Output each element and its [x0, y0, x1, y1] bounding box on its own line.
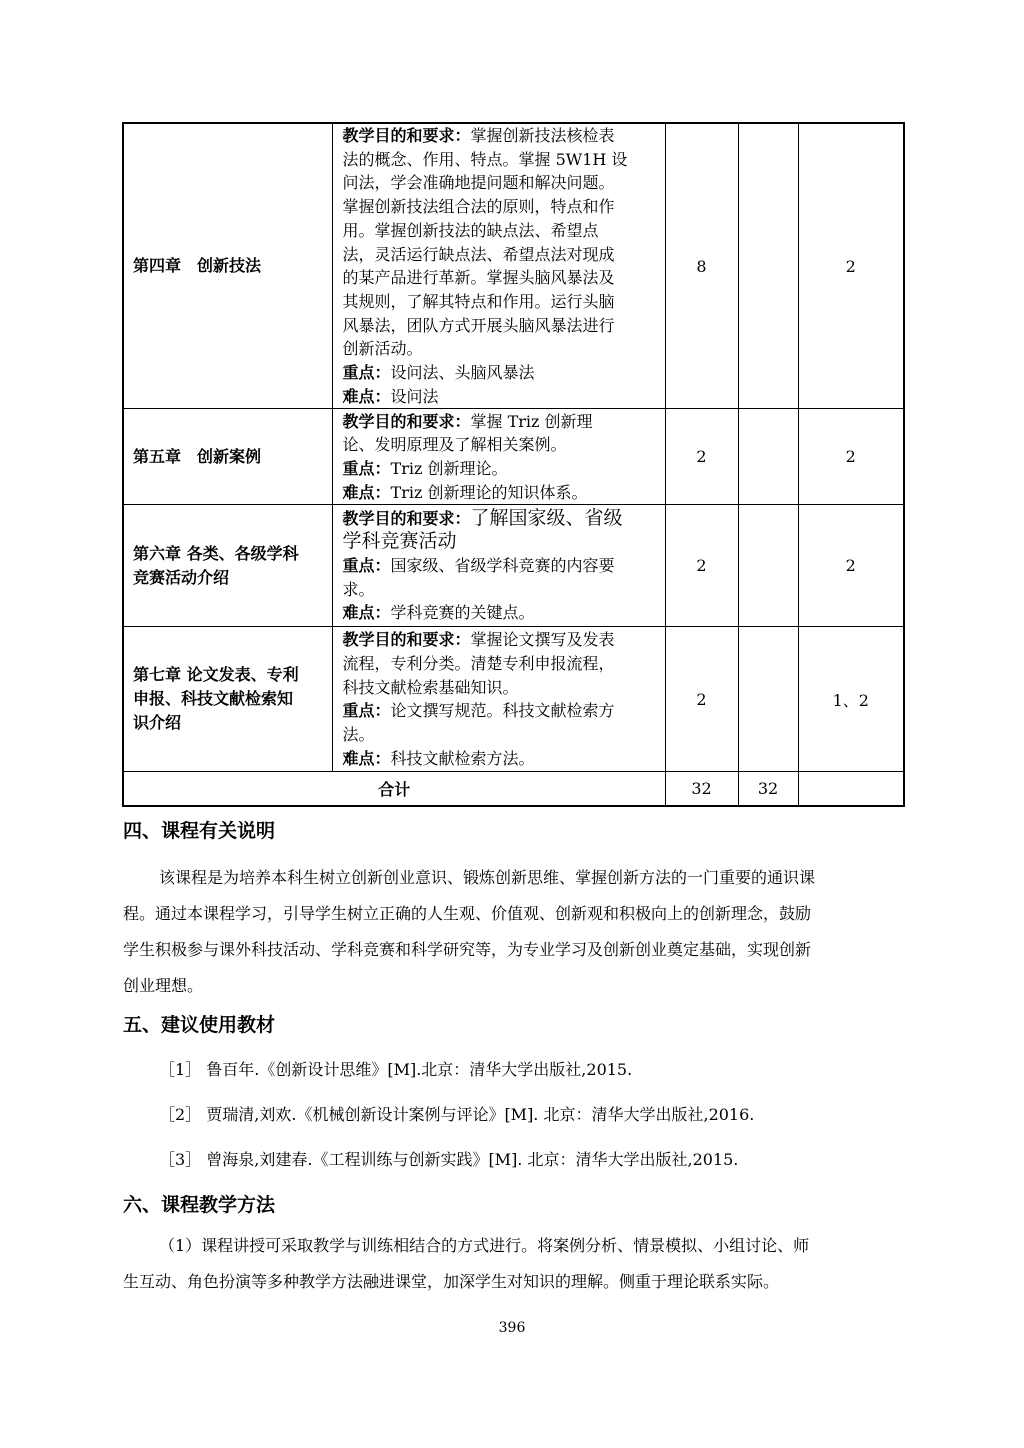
col5-cell: 2: [798, 123, 904, 409]
reference-item: ［3］ 曾海泉,刘建春.《工程训练与创新实践》[M]. 北京：清华大学出版社,2015.: [159, 1150, 739, 1169]
paragraph-line: 生互动、角色扮演等多种教学方法融进课堂，加深学生对知识的理解。侧重于理论联系实际。: [123, 1272, 780, 1291]
total-hours: 32: [665, 772, 738, 806]
content-line: 掌握论文撰写及发表: [470, 630, 615, 650]
content-line: 掌握 Triz 创新理: [470, 411, 593, 431]
col4-cell: [738, 505, 798, 627]
content-line: 掌握创新技法组合法的原则，特点和作: [342, 197, 615, 217]
total-col4: 32: [738, 772, 798, 806]
content-line: 了解国家级、省级: [470, 506, 623, 529]
key-point-text: 求。: [342, 579, 375, 599]
paragraph-line: 该课程是为培养本科生树立创新创业意识、锻炼创新思维、掌握创新方法的一门重要的通识课: [159, 868, 816, 887]
section-heading: 四、课程有关说明: [123, 820, 276, 842]
chapter-content: [332, 409, 665, 505]
content-line: 法，灵活运行缺点法、希望点法对现成: [342, 244, 615, 264]
difficulty-label: 难点：: [342, 482, 391, 502]
hours-cell: 2: [665, 505, 738, 627]
col4-cell: [738, 123, 798, 409]
difficulty-label: 难点：: [342, 603, 391, 623]
content-line: 科技文献检索基础知识。: [342, 677, 519, 697]
chapter-content: [332, 123, 665, 409]
key-point-text: 法。: [342, 725, 375, 745]
chapter-title: 第五章 创新案例: [123, 409, 332, 505]
page-number: 396: [498, 1320, 526, 1336]
difficulty-label: 难点：: [342, 748, 391, 768]
content-line: 法的概念、作用、特点。掌握 5W1H 设: [342, 149, 628, 169]
key-point-label: 重点：: [342, 701, 391, 721]
chapter-title: 第七章 论文发表、专利 申报、科技文献检索知 识介绍: [123, 627, 332, 772]
paragraph-line: 创业理想。: [123, 976, 204, 995]
content-line: 创新活动。: [342, 339, 423, 359]
chapter-title: 第六章 各类、各级学科 竞赛活动介绍: [123, 505, 332, 627]
content-line: 学科竞赛活动: [342, 530, 457, 553]
section-heading: 五、建议使用教材: [123, 1014, 276, 1036]
hours-cell: 2: [665, 409, 738, 505]
hours-cell: 2: [665, 627, 738, 772]
table-row: [123, 409, 904, 505]
total-label: 合计: [123, 772, 665, 806]
col5-cell: 2: [798, 505, 904, 627]
col4-cell: [738, 627, 798, 772]
table-row: [123, 123, 904, 409]
section-heading: 六、课程教学方法: [123, 1194, 276, 1216]
content-line: 风暴法，团队方式开展头脑风暴法进行: [342, 315, 615, 335]
content-line: 其规则，了解其特点和作用。运行头脑: [342, 291, 615, 311]
key-point-text: 设问法、头脑风暴法: [390, 363, 535, 383]
chapter-title: 第四章 创新技法: [123, 123, 332, 409]
key-point-label: 重点：: [342, 363, 391, 383]
requirements-label: 教学目的和要求：: [342, 126, 471, 145]
section-paragraph: [123, 1228, 903, 1300]
requirements-label: 教学目的和要求：: [342, 411, 471, 431]
key-point-label: 重点：: [342, 458, 391, 478]
col4-cell: [738, 409, 798, 505]
difficulty-text: 科技文献检索方法。: [390, 748, 535, 768]
key-point-text: Triz 创新理论。: [390, 458, 508, 478]
paragraph-line: 学生积极参与课外科技活动、学科竞赛和科学研究等，为专业学习及创新创业奠定基础，实现创新: [123, 940, 812, 959]
total-row: [123, 772, 904, 806]
reference-item: ［1］ 鲁百年.《创新设计思维》[M].北京：清华大学出版社,2015.: [159, 1060, 633, 1079]
requirements-label: 教学目的和要求：: [342, 630, 471, 650]
content-line: 问法，学会准确地提问题和解决问题。: [342, 173, 615, 193]
difficulty-text: 学科竞赛的关键点。: [390, 603, 535, 623]
reference-item: ［2］ 贾瑞清,刘欢.《机械创新设计案例与评论》[M]. 北京：清华大学出版社,2016.: [159, 1105, 755, 1124]
hours-cell: 8: [665, 123, 738, 409]
paragraph-line: （1）课程讲授可采取教学与训练相结合的方式进行。将案例分析、情景模拟、小组讨论、师: [159, 1236, 810, 1255]
col5-cell: 2: [798, 409, 904, 505]
difficulty-text: 设问法: [390, 386, 439, 406]
content-line: 用。掌握创新技法的缺点法、希望点: [342, 220, 599, 240]
table-row: [123, 627, 904, 772]
content-line: 掌握创新技法核检表: [470, 126, 615, 145]
section-paragraph: [123, 860, 903, 1004]
content-line: 论、发明原理及了解相关案例。: [342, 435, 567, 455]
col5-cell: 1、2: [798, 627, 904, 772]
difficulty-text: Triz 创新理论的知识体系。: [390, 482, 588, 502]
total-col5: [798, 772, 904, 806]
paragraph-line: 程。通过本课程学习，引导学生树立正确的人生观、价值观、创新观和积极向上的创新理念，鼓励: [123, 904, 812, 923]
key-point-text: 国家级、省级学科竞赛的内容要: [390, 556, 615, 576]
key-point-text: 论文撰写规范。科技文献检索方: [390, 701, 615, 721]
course-schedule-table: [122, 122, 905, 807]
content-line: 流程，专利分类。清楚专利申报流程，: [342, 654, 615, 674]
requirements-label: 教学目的和要求：: [342, 508, 471, 528]
chapter-content: [332, 505, 665, 627]
chapter-content: [332, 627, 665, 772]
table-row: [123, 505, 904, 627]
content-line: 的某产品进行革新。掌握头脑风暴法及: [342, 268, 615, 288]
difficulty-label: 难点：: [342, 386, 391, 406]
key-point-label: 重点：: [342, 556, 391, 576]
